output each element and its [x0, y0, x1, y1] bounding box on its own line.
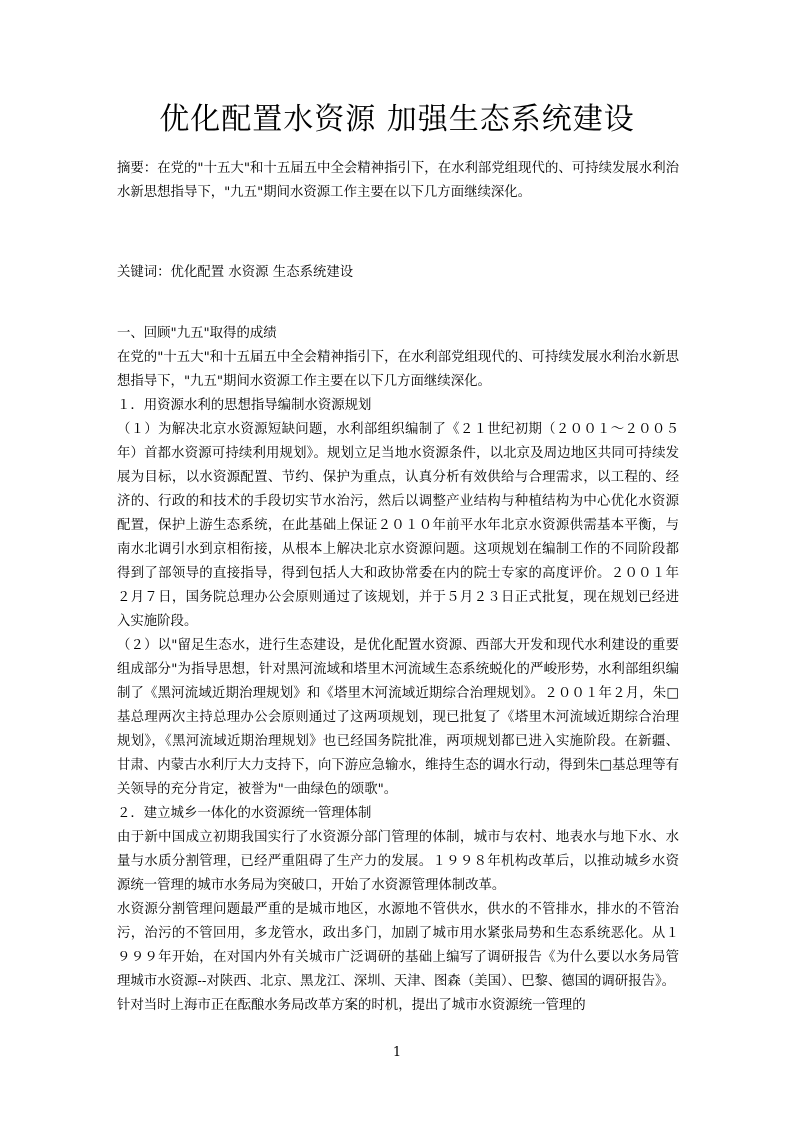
section-heading-management: ２．建立城乡一体化的水资源统一管理体制 [117, 806, 372, 821]
abstract-paragraph: 摘要：在党的"十五大"和十五届五中全会精神指引下，在水利部党组现代的、可持续发展水利治水新思想指导下，"九五"期间水资源工作主要在以下几方面继续深化。 [117, 161, 679, 200]
page-number: 1 [392, 1045, 402, 1060]
paragraph-beijing-plan: （１）为解决北京水资源短缺问题，水利部组织编制了《２１世纪初期（２００１～２００５年）首都水资源可持续利用规划》。规划立足当地水资源条件，以北京及周边地区共同可持续发展为目标，以水资源配置、节约、保护为重点，认真分析有效供给与合理需求，以工程的、经济的、行政的和技术的手段切实节水治污，然后以调整产业结构与种植结构为中心优化水资源配置，保护上游生态系统，在此基础上保证２０１０年前平水年北京水资源供需基本平衡，与南水北调引水到京相衔接，从根本上解决北京水资源问题。这项规划在编制工作的不同阶段都得到了部领导的直接指导，得到包括人大和政协常委在内的院士专家的高度评价。２００１年２月７日，国务院总理办公会原则通过了该规划，并于５月２３日正式批复，现在规划已经进入实施阶段。 [117, 422, 679, 629]
paragraph-urban-problem: 水资源分割管理问题最严重的是城市地区，水源地不管供水，供水的不管排水，排水的不管治污，治污的不管回用，多龙管水，政出多门，加剧了城市用水紧张局势和生态系统恶化。从１９９９年开始，在对国内外有关城市广泛调研的基础上编写了调研报告《为什么要以水务局管理城市水资源--对陕西、北京、黑龙江、深圳、天津、图森（美国）、巴黎、德国的调研报告》。 [117, 902, 679, 989]
paragraph-intro: 在党的"十五大"和十五届五中全会精神指引下，在水利部党组现代的、可持续发展水利治水新思想指导下，"九五"期间水资源工作主要在以下几方面继续深化。 [117, 350, 679, 389]
document-title: 优化配置水资源 加强生态系统建设 [159, 102, 635, 137]
main-content [117, 322, 679, 1018]
paragraph-shanghai: 针对当时上海市正在酝酿水务局改革方案的时机，提出了城市水资源统一管理的 [117, 998, 586, 1013]
section-heading-review: 一、回顾"九五"取得的成绩 [117, 326, 277, 341]
section-heading-planning: １．用资源水利的思想指导编制水资源规划 [117, 398, 372, 413]
paragraph-ecological-water: （２）以"留足生态水，进行生态建设，是优化配置水资源、西部大开发和现代水利建设的重要组成部分"为指导思想，针对黑河流域和塔里木河流域生态系统蜕化的严峻形势，水利部组织编制了《黑河流域近期治理规划》和《塔里木河流域近期综合治理规划》。２００１年２月，朱□基总理两次主持总理办公会原则通过了这两项规划，现已批复了《塔里木河流域近期综合治理规划》，《黑河流域近期治理规划》也已经国务院批准，两项规划都已进入实施阶段。在新疆、甘肃、内蒙古水利厅大力支持下，向下游应急输水，维持生态的调水行动，得到朱□基总理等有关领导的充分肯定，被誉为"一曲绿色的颂歌"。 [117, 638, 679, 797]
paragraph-management-system: 由于新中国成立初期我国实行了水资源分部门管理的体制，城市与农村、地表水与地下水、水量与水质分割管理，已经严重阻碍了生产力的发展。１９９８年机构改革后，以推动城乡水资源统一管理的城市水务局为突破口，开始了水资源管理体制改革。 [117, 830, 679, 893]
keywords-line: 关键词：优化配置 水资源 生态系统建设 [117, 265, 354, 280]
